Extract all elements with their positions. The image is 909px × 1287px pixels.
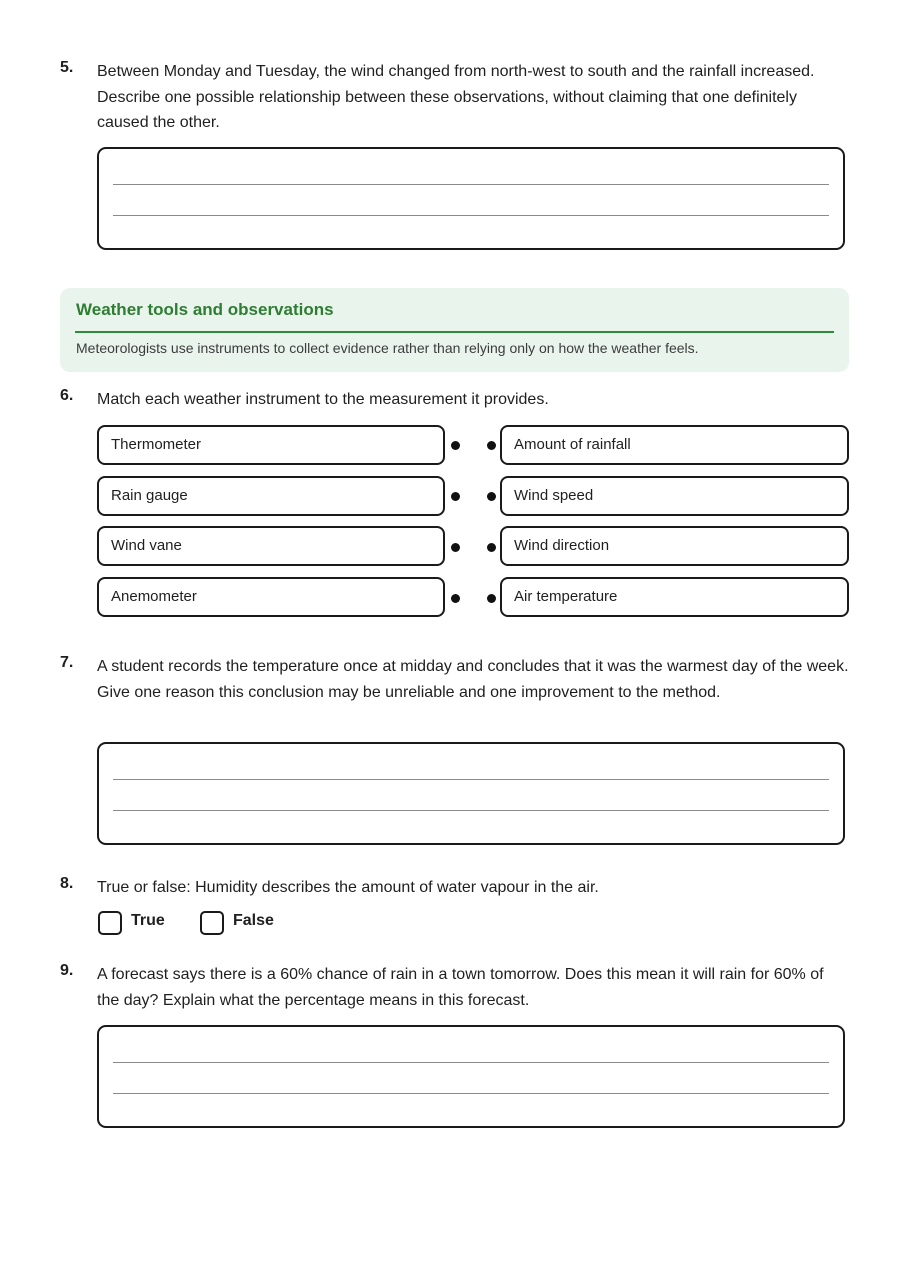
false-label: False <box>233 912 274 929</box>
info-divider <box>75 331 834 333</box>
question-text: True or false: Humidity describes the amount of water vapour in the air. <box>97 879 599 896</box>
info-box <box>60 288 849 372</box>
match-left-thermometer[interactable]: Thermometer <box>97 425 445 465</box>
answer-box-9[interactable] <box>97 1025 845 1128</box>
match-right-rainfall[interactable]: Amount of rainfall <box>500 425 849 465</box>
answer-line <box>113 184 829 185</box>
question-8 <box>60 875 850 901</box>
true-checkbox[interactable] <box>98 911 122 935</box>
match-right-air-temperature[interactable]: Air temperature <box>500 577 849 617</box>
match-dot-left[interactable] <box>451 594 460 603</box>
match-left-anemometer[interactable]: Anemometer <box>97 577 445 617</box>
answer-line <box>113 810 829 811</box>
answer-line <box>113 779 829 780</box>
answer-line <box>113 1093 829 1094</box>
question-text: A student records the temperature once at midday and concludes that it was the warmest day of the week. Give one reason this conclusion may be unreliable and one improvement to the method. <box>97 658 849 701</box>
question-text: Match each weather instrument to the measurement it provides. <box>97 391 549 408</box>
answer-box-7[interactable] <box>97 742 845 845</box>
question-5 <box>60 59 850 136</box>
match-right-wind-speed[interactable]: Wind speed <box>500 476 849 516</box>
match-dot-right[interactable] <box>487 492 496 501</box>
match-dot-right[interactable] <box>487 441 496 450</box>
true-label: True <box>131 912 165 929</box>
question-number: 7. <box>60 654 74 671</box>
info-title: Weather tools and observations <box>76 300 334 319</box>
info-text: Meteorologists use instruments to collect evidence rather than relying only on how the weather feels. <box>76 340 699 356</box>
match-left-wind-vane[interactable]: Wind vane <box>97 526 445 566</box>
answer-line <box>113 1062 829 1063</box>
answer-line <box>113 215 829 216</box>
match-dot-left[interactable] <box>451 543 460 552</box>
match-dot-right[interactable] <box>487 594 496 603</box>
answer-box-5[interactable] <box>97 147 845 250</box>
match-dot-left[interactable] <box>451 492 460 501</box>
question-text: Between Monday and Tuesday, the wind changed from north-west to south and the rainfall increased. Describe one possible relationship between these observations, without claiming that one definitely caused the other. <box>97 63 815 131</box>
match-right-wind-direction[interactable]: Wind direction <box>500 526 849 566</box>
question-number: 9. <box>60 962 74 979</box>
match-left-rain-gauge[interactable]: Rain gauge <box>97 476 445 516</box>
match-dot-left[interactable] <box>451 441 460 450</box>
question-number: 6. <box>60 387 74 404</box>
question-number: 5. <box>60 59 74 76</box>
question-6 <box>60 387 850 413</box>
false-checkbox[interactable] <box>200 911 224 935</box>
match-dot-right[interactable] <box>487 543 496 552</box>
question-7 <box>60 654 850 705</box>
question-number: 8. <box>60 875 74 892</box>
question-text: A forecast says there is a 60% chance of rain in a town tomorrow. Does this mean it will rain for 60% of the day? Explain what the percentage means in this forecast. <box>97 966 824 1009</box>
question-9 <box>60 962 850 1013</box>
